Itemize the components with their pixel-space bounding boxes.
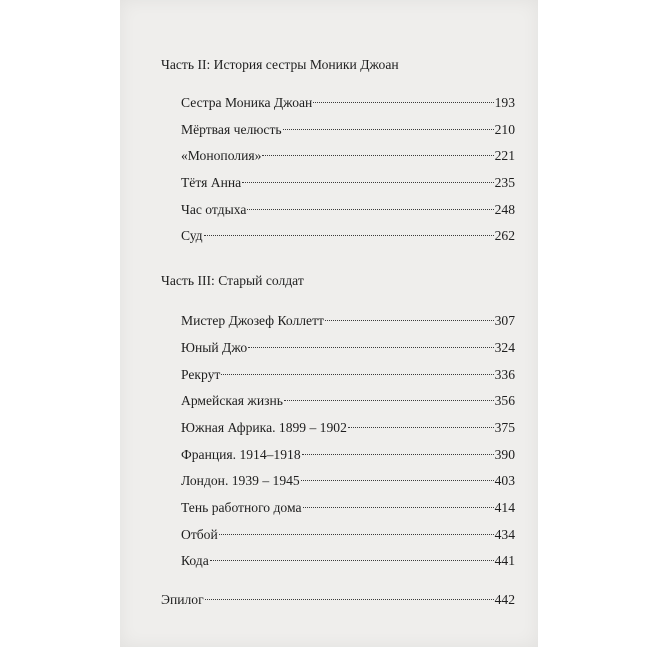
toc-entry bbox=[161, 223, 515, 250]
toc-entry bbox=[161, 197, 515, 224]
toc-entry-page: 262 bbox=[494, 228, 515, 244]
dot-leader bbox=[247, 209, 493, 210]
dot-leader bbox=[210, 560, 494, 561]
toc-entry-title: «Монополия» bbox=[181, 148, 262, 164]
toc-entry-page: 324 bbox=[494, 339, 515, 355]
dot-leader bbox=[303, 507, 494, 508]
toc-entry-title: Южная Африка. 1899 – 1902 bbox=[181, 419, 347, 435]
toc-entry-page: 390 bbox=[494, 446, 515, 462]
dot-leader bbox=[205, 599, 494, 600]
toc-entry-epilogue bbox=[161, 587, 515, 614]
toc-entry-page: 235 bbox=[494, 175, 515, 191]
toc-entry-page: 414 bbox=[494, 499, 515, 515]
toc-entry bbox=[161, 335, 515, 362]
toc-entry-page: 210 bbox=[494, 121, 515, 137]
toc-entry bbox=[161, 442, 515, 469]
part-3-title: Часть III: Старый солдат bbox=[161, 273, 304, 289]
toc-entry-page: 375 bbox=[494, 419, 515, 435]
table-of-contents bbox=[161, 52, 515, 614]
toc-entry-title: Мёртвая челюсть bbox=[181, 121, 282, 137]
toc-entry bbox=[161, 90, 515, 117]
toc-entry-title: Юный Джо bbox=[181, 339, 248, 355]
toc-entry-title: Тень работного дома bbox=[181, 499, 302, 515]
toc-entry-page: 336 bbox=[494, 366, 515, 382]
toc-entry bbox=[161, 143, 515, 170]
toc-entry bbox=[161, 522, 515, 549]
toc-entry-page: 221 bbox=[494, 148, 515, 164]
toc-entry bbox=[161, 495, 515, 522]
toc-entry-title: Час отдыха bbox=[181, 201, 247, 217]
toc-entry bbox=[161, 468, 515, 495]
toc-entry bbox=[161, 170, 515, 197]
dot-leader bbox=[219, 534, 494, 535]
toc-entry-page: 248 bbox=[494, 201, 515, 217]
dot-leader bbox=[301, 480, 494, 481]
toc-entry-page: 307 bbox=[494, 313, 515, 329]
toc-entry bbox=[161, 415, 515, 442]
dot-leader bbox=[248, 347, 493, 348]
toc-entry-page: 403 bbox=[494, 473, 515, 489]
toc-entry bbox=[161, 362, 515, 389]
toc-entry-page: 441 bbox=[494, 553, 515, 569]
dot-leader bbox=[262, 155, 493, 156]
dot-leader bbox=[283, 129, 494, 130]
toc-entry-title: Тётя Анна bbox=[181, 175, 242, 191]
toc-entry-page: 356 bbox=[494, 393, 515, 409]
dot-leader bbox=[348, 427, 494, 428]
toc-entry bbox=[161, 388, 515, 415]
dot-leader bbox=[221, 374, 493, 375]
toc-entry-title: Мистер Джозеф Коллетт bbox=[181, 313, 324, 329]
dot-leader bbox=[204, 235, 494, 236]
dot-leader bbox=[302, 454, 494, 455]
toc-entry-title: Лондон. 1939 – 1945 bbox=[181, 473, 300, 489]
toc-entry-title: Франция. 1914–1918 bbox=[181, 446, 301, 462]
toc-entry-title: Кода bbox=[181, 553, 209, 569]
toc-entry bbox=[161, 117, 515, 144]
toc-entry bbox=[161, 308, 515, 335]
toc-entry-title: Эпилог bbox=[161, 592, 204, 607]
toc-entry-title: Рекрут bbox=[181, 366, 221, 382]
part-2-title: Часть II: История сестры Моники Джоан bbox=[161, 57, 399, 72]
toc-entry-page: 442 bbox=[494, 592, 515, 607]
dot-leader bbox=[242, 182, 493, 183]
toc-entry-title: Сестра Моника Джоан bbox=[181, 95, 313, 110]
toc-entry-title: Отбой bbox=[181, 526, 218, 542]
toc-entry bbox=[161, 548, 515, 575]
toc-entry-page: 434 bbox=[494, 526, 515, 542]
dot-leader bbox=[325, 320, 494, 321]
dot-leader bbox=[313, 102, 493, 103]
toc-entry-title: Армейская жизнь bbox=[181, 393, 283, 409]
toc-entry-page: 193 bbox=[494, 95, 515, 110]
toc-entry-title: Суд bbox=[181, 228, 203, 244]
dot-leader bbox=[284, 400, 494, 401]
